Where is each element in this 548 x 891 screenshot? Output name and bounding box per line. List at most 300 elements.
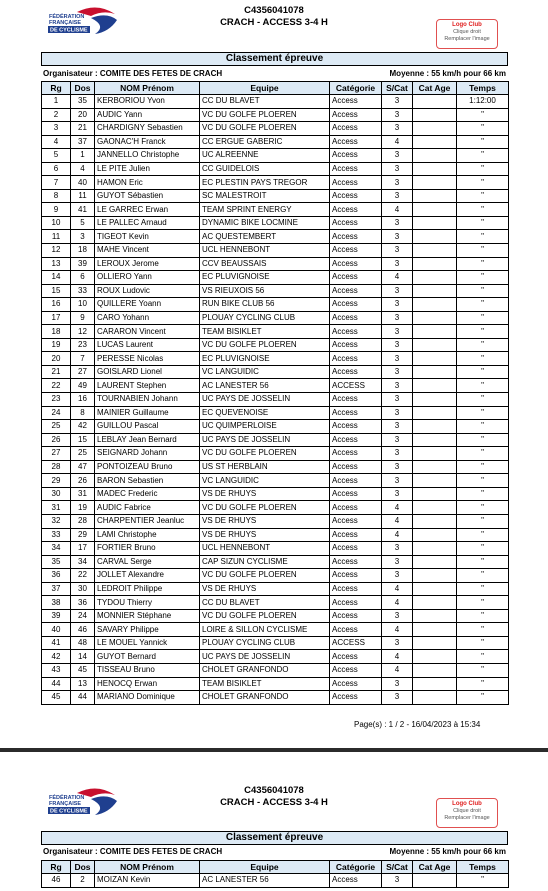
table-cell: 49 <box>71 379 95 393</box>
table-cell: " <box>457 189 509 203</box>
table-cell: 3 <box>382 460 413 474</box>
table-cell: 7 <box>71 352 95 366</box>
table-cell: GUYOT Sébastien <box>95 189 200 203</box>
table-cell: Access <box>330 216 382 230</box>
table-cell: 15 <box>42 284 71 298</box>
column-header: Dos <box>71 861 95 874</box>
table-cell: " <box>457 271 509 285</box>
table-cell <box>413 284 457 298</box>
table-cell: " <box>457 433 509 447</box>
table-cell: Access <box>330 874 382 888</box>
table-cell: 41 <box>71 203 95 217</box>
table-cell: 21 <box>71 122 95 136</box>
table-cell: Access <box>330 257 382 271</box>
table-cell: 6 <box>42 162 71 176</box>
table-cell: 21 <box>42 365 71 379</box>
table-cell: EC PLUVIGNOISE <box>200 352 330 366</box>
table-cell: " <box>457 230 509 244</box>
table-cell: 4 <box>382 271 413 285</box>
table-cell: CAP SIZUN CYCLISME <box>200 555 330 569</box>
logo2-line-3: DE CYCLISME <box>50 808 88 815</box>
table-cell: 4 <box>382 528 413 542</box>
table-cell <box>413 95 457 109</box>
table-cell: 18 <box>42 325 71 339</box>
table-cell <box>413 501 457 515</box>
table-cell: ACCESS <box>330 636 382 650</box>
table-cell <box>413 325 457 339</box>
table-cell: 14 <box>42 271 71 285</box>
table-row <box>42 162 509 176</box>
table-cell: Access <box>330 433 382 447</box>
table-cell: LEROUX Jerome <box>95 257 200 271</box>
logo2-line-1: FÉDÉRATION <box>49 795 85 801</box>
table-cell: 3 <box>382 406 413 420</box>
table-row <box>42 528 509 542</box>
results-table-page2 <box>41 860 509 888</box>
table-row <box>42 352 509 366</box>
table-cell: " <box>457 596 509 610</box>
table-cell: 3 <box>71 230 95 244</box>
table-cell: Access <box>330 406 382 420</box>
table-cell: Access <box>330 149 382 163</box>
table-cell: 45 <box>42 691 71 705</box>
table-cell: LOIRE & SILLON CYCLISME <box>200 623 330 637</box>
table-cell: 31 <box>42 501 71 515</box>
table-cell: " <box>457 447 509 461</box>
table-cell: " <box>457 352 509 366</box>
table-cell: UC PAYS DE JOSSELIN <box>200 393 330 407</box>
table-cell: 46 <box>42 874 71 888</box>
table-cell: " <box>457 176 509 190</box>
table-cell: Access <box>330 555 382 569</box>
table-cell: 3 <box>382 122 413 136</box>
table-cell: " <box>457 569 509 583</box>
table-row <box>42 650 509 664</box>
table-cell: 34 <box>42 542 71 556</box>
table-cell: GUILLOU Pascal <box>95 420 200 434</box>
club-logo-title: Logo Club <box>452 22 482 28</box>
table-row <box>42 447 509 461</box>
table-row <box>42 663 509 677</box>
table-cell: Access <box>330 569 382 583</box>
table-cell: EC PLUVIGNOISE <box>200 271 330 285</box>
table-row <box>42 325 509 339</box>
table-row <box>42 284 509 298</box>
table-cell: Access <box>330 623 382 637</box>
table-cell: 9 <box>71 311 95 325</box>
table-cell: BARON Sebastien <box>95 474 200 488</box>
table-cell: Access <box>330 650 382 664</box>
table-cell: 1 <box>71 149 95 163</box>
table-cell: " <box>457 691 509 705</box>
table-cell: 41 <box>42 636 71 650</box>
table-cell: 3 <box>382 216 413 230</box>
table-cell: 4 <box>382 623 413 637</box>
table-cell <box>413 447 457 461</box>
table-cell: AC LANESTER 56 <box>200 874 330 888</box>
table-cell: " <box>457 162 509 176</box>
table-cell: 10 <box>71 298 95 312</box>
table-cell <box>413 596 457 610</box>
table-cell: QUILLERE Yoann <box>95 298 200 312</box>
table-cell: Access <box>330 474 382 488</box>
table-cell: 5 <box>71 216 95 230</box>
table-cell: ROUX Ludovic <box>95 284 200 298</box>
table-cell: Access <box>330 460 382 474</box>
table-cell: 35 <box>42 555 71 569</box>
table-cell: Access <box>330 95 382 109</box>
club-logo2-line1: Clique droit <box>453 808 481 814</box>
table-cell: 4 <box>382 514 413 528</box>
table-cell <box>413 609 457 623</box>
table-cell: LEDROIT Philippe <box>95 582 200 596</box>
table-row <box>42 216 509 230</box>
table-cell <box>413 365 457 379</box>
results-table <box>41 81 509 705</box>
table-cell: AUDIC Yann <box>95 108 200 122</box>
table-cell: Access <box>330 352 382 366</box>
table-cell: LAURENT Stephen <box>95 379 200 393</box>
table-cell: 4 <box>382 582 413 596</box>
table-cell: HENOCQ Erwan <box>95 677 200 691</box>
table-cell: " <box>457 487 509 501</box>
table-cell <box>413 135 457 149</box>
table-cell: 24 <box>71 609 95 623</box>
table-row <box>42 501 509 515</box>
table-cell: 25 <box>71 447 95 461</box>
table-row <box>42 636 509 650</box>
table-row <box>42 230 509 244</box>
table-cell: 24 <box>42 406 71 420</box>
table-cell: LE PALLEC Arnaud <box>95 216 200 230</box>
table-cell: MAHE Vincent <box>95 244 200 258</box>
table-cell: PLOUAY CYCLING CLUB <box>200 311 330 325</box>
table-cell: Access <box>330 514 382 528</box>
table-cell: TEAM BISIKLET <box>200 325 330 339</box>
table-cell: 3 <box>382 542 413 556</box>
table-cell: 28 <box>71 514 95 528</box>
logo-line-1: FÉDÉRATION <box>49 14 85 20</box>
table-cell: 3 <box>382 691 413 705</box>
table-cell <box>413 623 457 637</box>
table-cell: PLOUAY CYCLING CLUB <box>200 636 330 650</box>
table-cell: 35 <box>71 95 95 109</box>
table-cell: Access <box>330 582 382 596</box>
table-cell: " <box>457 406 509 420</box>
table-cell <box>413 379 457 393</box>
table-cell: CHARDIGNY Sebastien <box>95 122 200 136</box>
table-cell: 44 <box>42 677 71 691</box>
table-cell: 47 <box>71 460 95 474</box>
table-cell: Access <box>330 677 382 691</box>
table-cell: Access <box>330 663 382 677</box>
table-cell: " <box>457 393 509 407</box>
table-cell: 3 <box>382 189 413 203</box>
table-row <box>42 420 509 434</box>
table-cell: 29 <box>42 474 71 488</box>
table-cell: 38 <box>42 596 71 610</box>
table-cell <box>413 203 457 217</box>
table-cell: 23 <box>71 338 95 352</box>
table-cell: Access <box>330 135 382 149</box>
table-cell: Access <box>330 108 382 122</box>
table-cell: Access <box>330 244 382 258</box>
table-cell: 8 <box>71 406 95 420</box>
table-cell: 5 <box>42 149 71 163</box>
table-cell: " <box>457 216 509 230</box>
table-header-row <box>42 82 509 95</box>
average-speed-page2: Moyenne : 55 km/h pour 66 km <box>389 847 506 856</box>
table-cell: " <box>457 623 509 637</box>
table-cell: " <box>457 555 509 569</box>
table-cell: 11 <box>71 189 95 203</box>
table-cell: 8 <box>42 189 71 203</box>
table-cell: 46 <box>71 623 95 637</box>
table-cell: LE GARREC Erwan <box>95 203 200 217</box>
table-cell: PONTOIZEAU Bruno <box>95 460 200 474</box>
table-cell: 2 <box>42 108 71 122</box>
table-cell: 17 <box>71 542 95 556</box>
table-cell: 34 <box>71 555 95 569</box>
table-cell: UC QUIMPERLOISE <box>200 420 330 434</box>
table-cell: TIGEOT Kevin <box>95 230 200 244</box>
table-row <box>42 108 509 122</box>
table-cell: 16 <box>71 393 95 407</box>
table-row <box>42 569 509 583</box>
table-cell: 3 <box>382 487 413 501</box>
table-cell: Access <box>330 691 382 705</box>
table-cell: 3 <box>382 420 413 434</box>
table-cell: 3 <box>382 284 413 298</box>
table-cell: " <box>457 474 509 488</box>
table-row <box>42 393 509 407</box>
table-cell <box>413 555 457 569</box>
table-cell: VC DU GOLFE PLOEREN <box>200 501 330 515</box>
table-cell: 40 <box>71 176 95 190</box>
column-header: Equipe <box>200 861 330 874</box>
table-row <box>42 555 509 569</box>
event-id-page2: C4356041078 <box>244 785 304 796</box>
table-cell: KERBORIOU Yvon <box>95 95 200 109</box>
table-cell: 6 <box>71 271 95 285</box>
table-row <box>42 95 509 109</box>
table-cell: 20 <box>42 352 71 366</box>
table-cell: 10 <box>42 216 71 230</box>
table-cell <box>413 298 457 312</box>
table-cell: 4 <box>382 135 413 149</box>
table-cell: CARO Yohann <box>95 311 200 325</box>
table-row <box>42 244 509 258</box>
column-header: Rg <box>42 82 71 95</box>
table-cell: VS DE RHUYS <box>200 582 330 596</box>
table-cell <box>413 162 457 176</box>
table-cell <box>413 691 457 705</box>
table-cell: 18 <box>71 244 95 258</box>
table-row <box>42 298 509 312</box>
table-cell: 3 <box>382 447 413 461</box>
table-row <box>42 271 509 285</box>
organizer-label-page2: Organisateur : COMITE DES FETES DE CRACH <box>43 847 223 856</box>
column-header: Dos <box>71 82 95 95</box>
logo-line-3: DE CYCLISME <box>50 27 88 34</box>
table-cell: VC DU GOLFE PLOEREN <box>200 609 330 623</box>
table-row <box>42 582 509 596</box>
table-cell: Access <box>330 122 382 136</box>
table-cell: DYNAMIC BIKE LOCMINE <box>200 216 330 230</box>
page-footer: Page(s) : 1 / 2 - 16/04/2023 à 15:34 <box>354 720 481 729</box>
event-title: CRACH - ACCESS 3-4 H <box>220 17 328 28</box>
table-cell: " <box>457 582 509 596</box>
table-cell: 26 <box>42 433 71 447</box>
logo2-line-2: FRANÇAISE <box>49 801 82 807</box>
table-row <box>42 406 509 420</box>
table-cell: UC PAYS DE JOSSELIN <box>200 650 330 664</box>
table-cell <box>413 311 457 325</box>
organizer-label: Organisateur : COMITE DES FETES DE CRACH <box>43 69 223 78</box>
table-cell: 16 <box>42 298 71 312</box>
table-cell: MAINIER Guillaume <box>95 406 200 420</box>
table-cell: " <box>457 203 509 217</box>
table-cell <box>413 650 457 664</box>
table-row <box>42 176 509 190</box>
table-cell: 4 <box>382 501 413 515</box>
table-cell: Access <box>330 596 382 610</box>
table-cell: Access <box>330 311 382 325</box>
table-cell: 3 <box>382 365 413 379</box>
table-cell: " <box>457 108 509 122</box>
table-cell: Access <box>330 365 382 379</box>
event-id: C4356041078 <box>244 5 304 16</box>
table-cell: 22 <box>71 569 95 583</box>
table-cell: 7 <box>42 176 71 190</box>
table-cell <box>413 487 457 501</box>
table-cell: " <box>457 365 509 379</box>
table-row <box>42 514 509 528</box>
column-header: NOM Prénom <box>95 82 200 95</box>
table-cell: FORTIER Bruno <box>95 542 200 556</box>
table-cell: 19 <box>71 501 95 515</box>
table-cell <box>413 528 457 542</box>
table-cell: 3 <box>382 298 413 312</box>
table-cell: " <box>457 379 509 393</box>
table-cell: " <box>457 298 509 312</box>
table-cell: 37 <box>42 582 71 596</box>
table-cell: " <box>457 514 509 528</box>
table-cell: 4 <box>382 650 413 664</box>
table-cell: RUN BIKE CLUB 56 <box>200 298 330 312</box>
table-cell: Access <box>330 176 382 190</box>
table-cell <box>413 244 457 258</box>
table-cell: " <box>457 149 509 163</box>
table-cell: Access <box>330 298 382 312</box>
table-cell: " <box>457 257 509 271</box>
table-row <box>42 365 509 379</box>
table-cell: " <box>457 338 509 352</box>
table-cell: TOURNABIEN Johann <box>95 393 200 407</box>
table-cell: 42 <box>42 650 71 664</box>
table-body <box>42 874 509 888</box>
table-cell <box>413 474 457 488</box>
table-cell: VC LANGUIDIC <box>200 365 330 379</box>
column-header: S/Cat <box>382 82 413 95</box>
table-cell <box>413 636 457 650</box>
table-cell: " <box>457 135 509 149</box>
table-cell <box>413 874 457 888</box>
logo-line-2: FRANÇAISE <box>49 20 82 26</box>
table-cell: SEIGNARD Johann <box>95 447 200 461</box>
table-cell: 13 <box>42 257 71 271</box>
table-cell: 44 <box>71 691 95 705</box>
table-cell: Access <box>330 189 382 203</box>
table-cell: VC DU GOLFE PLOEREN <box>200 338 330 352</box>
table-row <box>42 542 509 556</box>
table-cell: 4 <box>382 203 413 217</box>
table-row <box>42 135 509 149</box>
table-cell: SC MALESTROIT <box>200 189 330 203</box>
table-cell <box>413 406 457 420</box>
table-cell: 4 <box>382 663 413 677</box>
table-cell: 3 <box>382 379 413 393</box>
table-cell: UC ALREENNE <box>200 149 330 163</box>
club-logo2-line2: Remplacer l'image <box>444 815 490 821</box>
table-cell: 33 <box>71 284 95 298</box>
table-cell: 3 <box>382 677 413 691</box>
table-cell: JANNELLO Christophe <box>95 149 200 163</box>
table-cell <box>413 460 457 474</box>
table-cell: CHOLET GRANFONDO <box>200 691 330 705</box>
club-logo-placeholder-page2 <box>436 798 498 828</box>
table-cell: 43 <box>42 663 71 677</box>
table-cell: 3 <box>382 352 413 366</box>
table-cell: VS DE RHUYS <box>200 487 330 501</box>
table-cell: VC DU GOLFE PLOEREN <box>200 447 330 461</box>
table-cell: 3 <box>382 311 413 325</box>
table-cell: " <box>457 636 509 650</box>
table-cell: 3 <box>382 176 413 190</box>
table-cell: 3 <box>382 609 413 623</box>
table-cell: " <box>457 284 509 298</box>
table-cell: " <box>457 420 509 434</box>
table-cell <box>413 514 457 528</box>
table-cell: SAVARY Philippe <box>95 623 200 637</box>
table-cell: VS RIEUXOIS 56 <box>200 284 330 298</box>
table-cell: 3 <box>382 636 413 650</box>
table-cell: 17 <box>42 311 71 325</box>
table-cell: 19 <box>42 338 71 352</box>
table-cell: 3 <box>382 244 413 258</box>
table-cell: HAMON Eric <box>95 176 200 190</box>
table-cell <box>413 149 457 163</box>
table-cell: UCL HENNEBONT <box>200 542 330 556</box>
table-cell: 12 <box>71 325 95 339</box>
table-cell <box>413 257 457 271</box>
table-cell: 4 <box>42 135 71 149</box>
table-row <box>42 874 509 888</box>
table-cell <box>413 677 457 691</box>
section-title: Classement épreuve <box>41 52 508 66</box>
table-cell <box>413 582 457 596</box>
table-cell: " <box>457 460 509 474</box>
table-cell: CHARPENTIER Jeanluc <box>95 514 200 528</box>
table-cell: 3 <box>382 474 413 488</box>
table-cell: VC DU GOLFE PLOEREN <box>200 569 330 583</box>
table-cell: JOLLET Alexandre <box>95 569 200 583</box>
section-title-page2: Classement épreuve <box>41 831 508 845</box>
event-title-page2: CRACH - ACCESS 3-4 H <box>220 797 328 808</box>
table-cell: Access <box>330 203 382 217</box>
table-cell: 11 <box>42 230 71 244</box>
table-cell: 42 <box>71 420 95 434</box>
